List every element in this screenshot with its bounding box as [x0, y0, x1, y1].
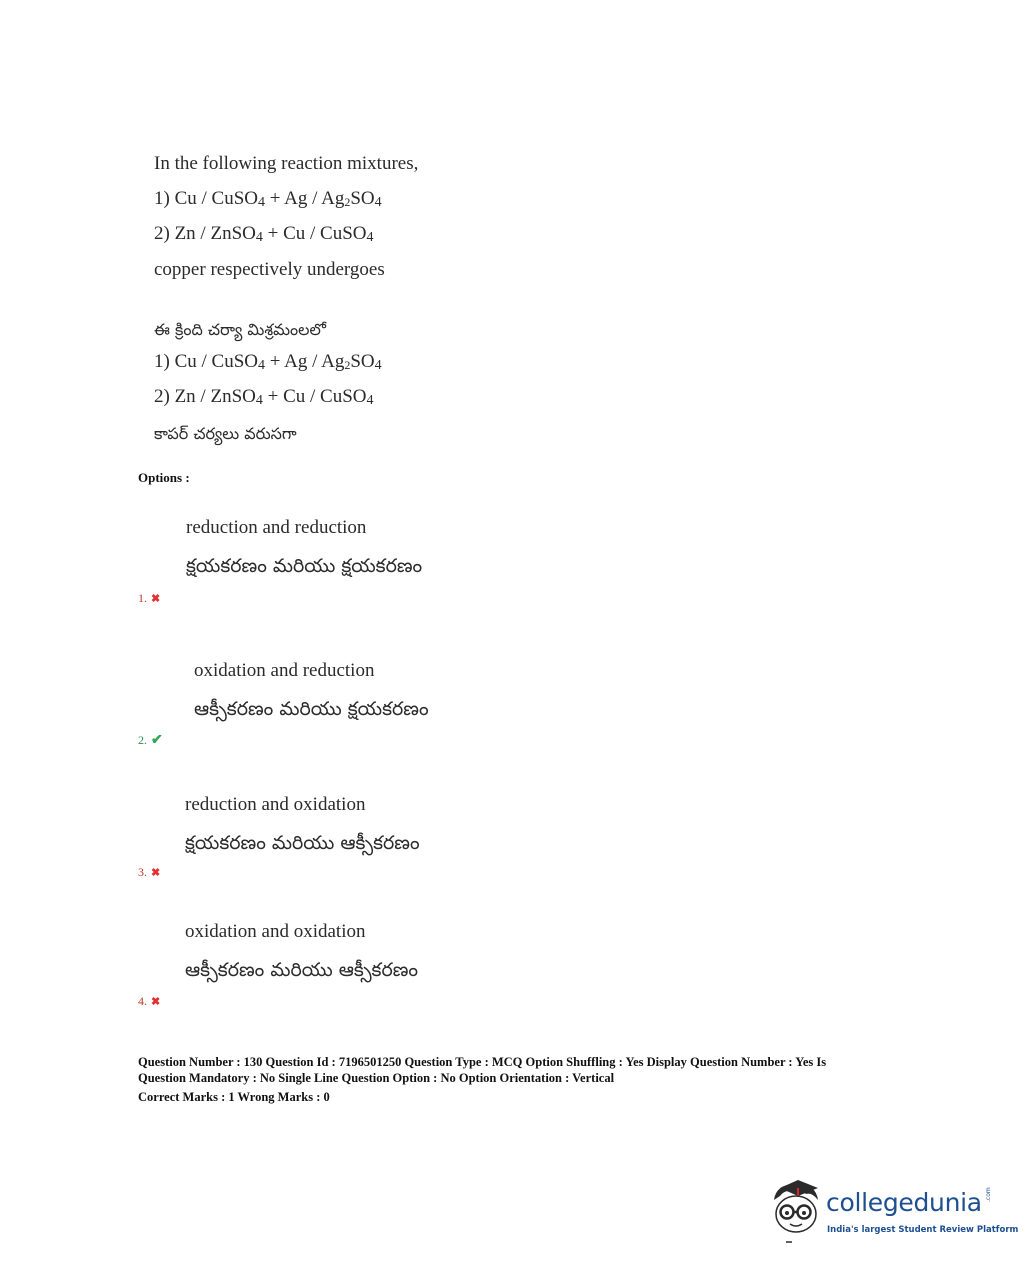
logo-suffix: .com: [985, 1187, 992, 1202]
question-reaction-1: 1) Cu / CuSO4 + Ag / Ag2SO4: [154, 188, 382, 210]
option-text-te: క్షయకరణం మరియు క్షయకరణం: [186, 555, 423, 577]
student-mascot-icon: [766, 1178, 826, 1244]
logo-name: collegedunia: [826, 1188, 982, 1217]
option-text-te: ఆక్సీకరణం మరియు ఆక్సీకరణం: [185, 959, 419, 981]
question-line: In the following reaction mixtures,: [154, 153, 419, 174]
cross-icon: ✖: [151, 996, 161, 1008]
option-text-en: oxidation and oxidation: [185, 921, 366, 942]
marks-info: Correct Marks : 1 Wrong Marks : 0: [138, 1090, 330, 1104]
options-label: Options :: [138, 470, 190, 485]
option-number: 2. ✔: [138, 733, 163, 748]
question-reaction-2-telugu: 2) Zn / ZnSO4 + Cu / CuSO4: [154, 386, 374, 408]
option-text-te: క్షయకరణం మరియు ఆక్సీకరణం: [185, 832, 420, 854]
question-reaction-1-telugu: 1) Cu / CuSO4 + Ag / Ag2SO4: [154, 351, 382, 373]
question-reaction-2: 2) Zn / ZnSO4 + Cu / CuSO4: [154, 223, 374, 245]
question-line: copper respectively undergoes: [154, 259, 385, 280]
cross-icon: ✖: [151, 593, 161, 605]
option-text-en: reduction and oxidation: [185, 794, 366, 815]
option-number: 3. ✖: [138, 865, 161, 879]
question-line-telugu: కాపర్ చర్యలు వరుసగా: [154, 424, 297, 443]
question-meta-line-2: Question Mandatory : No Single Line Question Option : No Option Orientation : Vertical: [138, 1071, 615, 1085]
option-number: 1. ✖: [138, 591, 161, 605]
check-icon: ✔: [151, 733, 163, 748]
question-meta-line-1: Question Number : 130 Question Id : 7196501250 Question Type : MCQ Option Shuffling : Yes Display Question Number : Yes Is: [138, 1055, 827, 1069]
option-text-te: ఆక్సీకరణం మరియు క్షయకరణం: [194, 698, 429, 720]
collegedunia-logo: [766, 1178, 1019, 1248]
cross-icon: ✖: [151, 867, 161, 879]
question-line-telugu: ఈ క్రింది చర్యా మిశ్రమంలలో: [154, 320, 326, 339]
option-text-en: reduction and reduction: [186, 517, 367, 538]
option-number: 4. ✖: [138, 994, 161, 1008]
logo-tagline: India's largest Student Review Platform: [827, 1225, 1019, 1235]
option-text-en: oxidation and reduction: [194, 660, 375, 681]
